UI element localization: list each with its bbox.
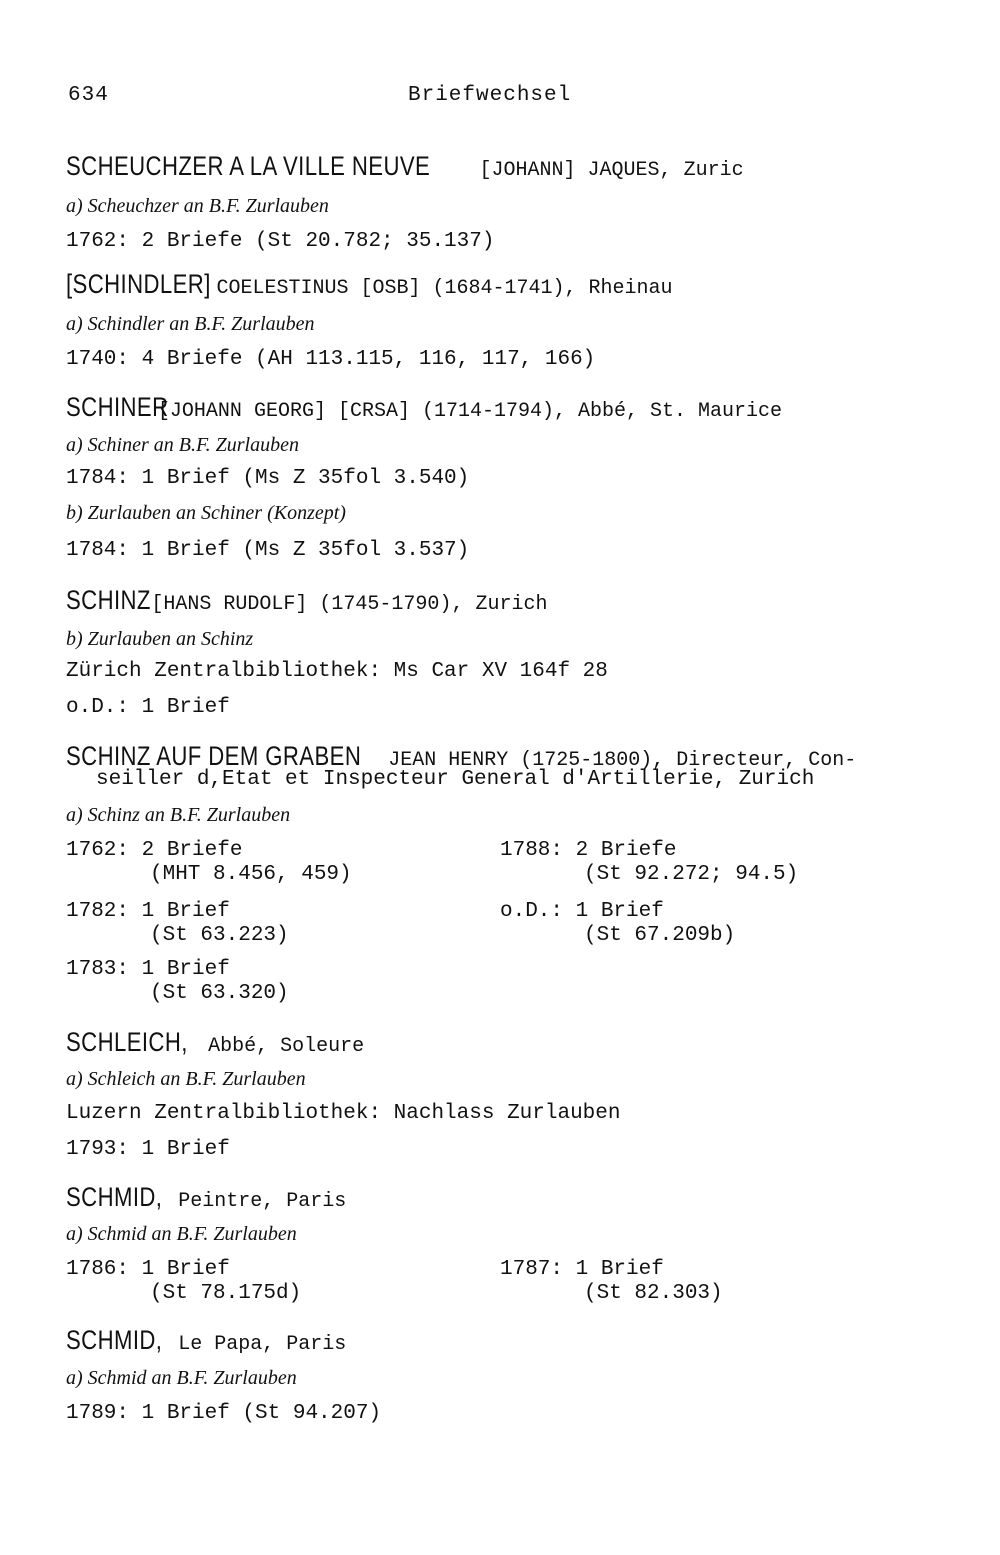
entry-details: Le Papa, Paris	[178, 1333, 347, 1356]
page-number: 634	[68, 84, 109, 107]
entry-details: JEAN HENRY (1725-1800), Directeur, Con-	[388, 749, 857, 772]
letter-record: 1783: 1 Brief	[66, 958, 230, 981]
section-label: a) Schleich an B.F. Zurlauben	[66, 1068, 306, 1090]
section-label: b) Zurlauben an Schinz	[66, 628, 254, 650]
entry-name: SCHLEICH,	[66, 1027, 188, 1057]
letter-record: 1786: 1 Brief	[66, 1258, 230, 1281]
entry-name: SCHMID,	[66, 1325, 163, 1355]
letter-record: Luzern Zentralbibliothek: Nachlass Zurlauben	[66, 1102, 621, 1125]
entry-name: SCHINZ	[66, 585, 151, 615]
letter-reference: (MHT 8.456, 459)	[150, 863, 352, 886]
running-title: Briefwechsel	[408, 84, 572, 107]
letter-record: o.D.: 1 Brief	[500, 900, 664, 923]
letter-reference: (St 92.272; 94.5)	[584, 863, 799, 886]
section-label: a) Schinz an B.F. Zurlauben	[66, 804, 291, 826]
section-label: a) Scheuchzer an B.F. Zurlauben	[66, 195, 329, 217]
entry-details: Abbé, Soleure	[208, 1035, 365, 1058]
section-label: a) Schmid an B.F. Zurlauben	[66, 1367, 297, 1389]
letter-record: 1740: 4 Briefe (AH 113.115, 116, 117, 166)	[66, 348, 596, 371]
entry-heading	[66, 392, 828, 424]
entry-name: SCHMID,	[66, 1182, 163, 1212]
letter-record: o.D.: 1 Brief	[66, 696, 230, 719]
entry-details: [JOHANN] JAQUES, Zuric	[479, 159, 744, 182]
entry-name: [SCHINDLER]	[66, 269, 211, 299]
entry-details-continued: seiller d,Etat et Inspecteur General d'Artillerie, Zurich	[96, 768, 815, 791]
letter-record: Zürich Zentralbibliothek: Ms Car XV 164f 28	[66, 660, 608, 683]
entry-heading	[66, 151, 787, 183]
entry-heading	[66, 585, 578, 617]
letter-record: 1789: 1 Brief (St 94.207)	[66, 1402, 382, 1425]
letter-reference: (St 82.303)	[584, 1282, 723, 1305]
entry-details: [JOHANN GEORG] [CRSA] (1714-1794), Abbé, St. Maurice	[157, 400, 783, 423]
letter-record: 1787: 1 Brief	[500, 1258, 664, 1281]
entry-details: [HANS RUDOLF] (1745-1790), Zurich	[151, 593, 548, 616]
entry-heading	[66, 1325, 364, 1357]
section-label: b) Zurlauben an Schiner (Konzept)	[66, 502, 346, 524]
section-label: a) Schindler an B.F. Zurlauben	[66, 313, 315, 335]
entry-heading	[66, 1182, 364, 1214]
letter-record: 1762: 2 Briefe (St 20.782; 35.137)	[66, 230, 495, 253]
letter-reference: (St 63.223)	[150, 924, 289, 947]
letter-record: 1782: 1 Brief	[66, 900, 230, 923]
entry-details: COELESTINUS [OSB] (1684-1741), Rheinau	[216, 277, 673, 300]
entry-name: SCHEUCHZER A LA VILLE NEUVE	[66, 151, 431, 181]
entry-name: SCHINER	[66, 392, 169, 422]
letter-record: 1762: 2 Briefe	[66, 839, 243, 862]
section-label: a) Schmid an B.F. Zurlauben	[66, 1223, 297, 1245]
letter-record: 1788: 2 Briefe	[500, 839, 677, 862]
letter-record: 1793: 1 Brief	[66, 1138, 230, 1161]
entry-name: SCHINZ AUF DEM GRABEN	[66, 741, 362, 771]
page-header	[68, 84, 948, 114]
letter-reference: (St 78.175d)	[150, 1282, 302, 1305]
entry-details: Peintre, Paris	[178, 1190, 347, 1213]
letter-reference: (St 63.320)	[150, 982, 289, 1005]
entry-heading	[66, 1027, 383, 1059]
section-label: a) Schiner an B.F. Zurlauben	[66, 434, 299, 456]
letter-record: 1784: 1 Brief (Ms Z 35fol 3.540)	[66, 467, 470, 490]
letter-record: 1784: 1 Brief (Ms Z 35fol 3.537)	[66, 539, 470, 562]
letter-reference: (St 67.209b)	[584, 924, 736, 947]
entry-heading	[66, 269, 711, 301]
